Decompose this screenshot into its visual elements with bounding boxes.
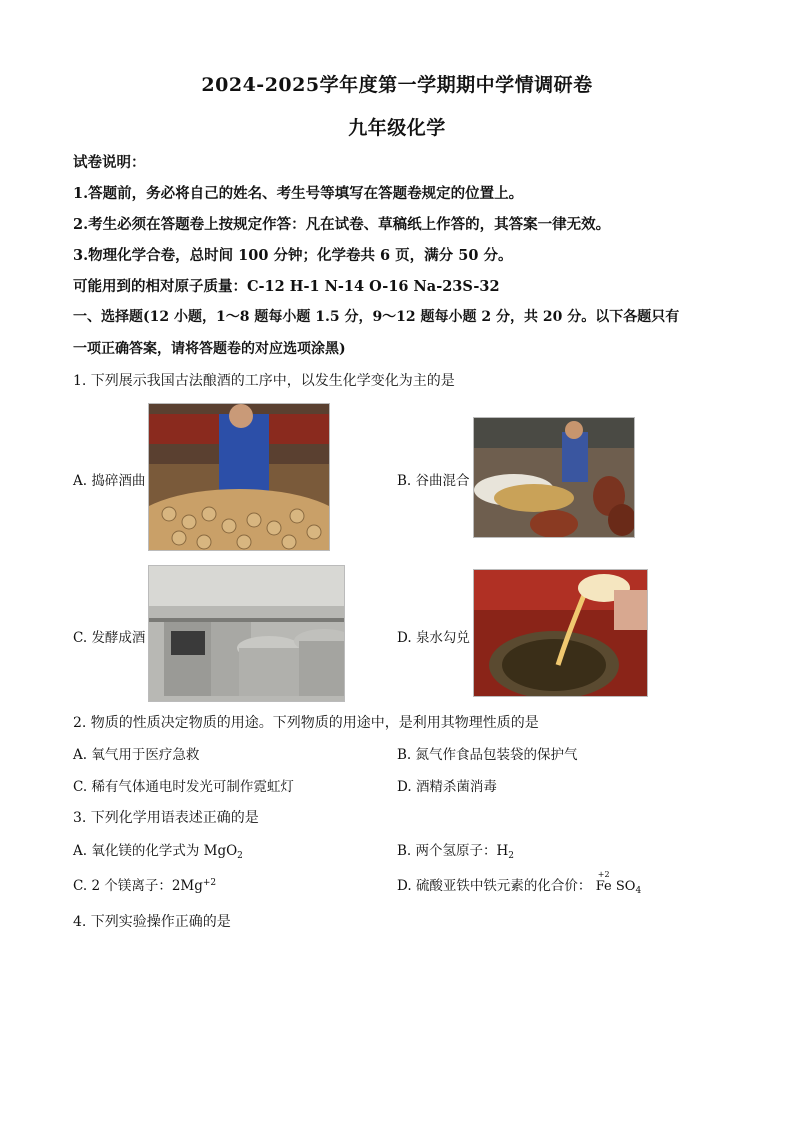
q1-option-b[interactable] bbox=[397, 469, 470, 489]
option-letter: C. bbox=[73, 779, 88, 795]
instruction-1: 1.答题前，务必将自己的姓名、考生号等填写在答题卷规定的位置上。 bbox=[73, 185, 524, 202]
photo-spring-water-blending bbox=[473, 569, 648, 697]
option-text: 2 个镁离子：2Mg bbox=[91, 878, 203, 894]
paper-subtitle: 九年级化学 bbox=[348, 117, 446, 139]
subscript: 4 bbox=[635, 886, 642, 896]
option-text: 氧气用于医疗急救 bbox=[91, 747, 200, 763]
valence-number: +2 bbox=[597, 870, 610, 879]
q3-option-a[interactable] bbox=[73, 839, 243, 861]
option-letter: C. bbox=[73, 878, 88, 894]
q2-stem: 2. 物质的性质决定物质的用途。下列物质的用途中，是利用其物理性质的是 bbox=[73, 715, 539, 731]
option-text: 两个氢原子：H bbox=[415, 843, 509, 859]
option-text: 硫酸亚铁中铁元素的化合价： bbox=[415, 878, 592, 894]
paper-title: 2024-2025学年度第一学期期中学情调研卷 bbox=[201, 74, 593, 96]
option-letter: A. bbox=[73, 843, 88, 859]
option-letter: A. bbox=[73, 473, 88, 489]
q2-option-a[interactable] bbox=[73, 743, 199, 763]
q2-option-c[interactable] bbox=[73, 775, 294, 795]
option-text: 发酵成酒 bbox=[91, 630, 146, 646]
option-letter: B. bbox=[397, 843, 412, 859]
q2-option-d[interactable] bbox=[397, 775, 497, 795]
q1-option-d[interactable] bbox=[397, 626, 470, 646]
q1-option-a[interactable] bbox=[73, 469, 145, 489]
instruction-3: 3.物理化学合卷，总时间 100 分钟；化学卷共 6 页，满分 50 分。 bbox=[73, 247, 513, 264]
q1-stem: 1. 下列展示我国古法酿酒的工序中，以发生化学变化为主的是 bbox=[73, 373, 455, 389]
superscript: +2 bbox=[202, 878, 217, 888]
group-so: SO bbox=[615, 879, 636, 894]
option-letter: A. bbox=[73, 747, 88, 763]
option-text: 氮气作食品包装袋的保护气 bbox=[415, 747, 578, 763]
photo-crushing-koji bbox=[148, 403, 330, 551]
option-text: 捣碎酒曲 bbox=[91, 473, 146, 489]
q4-stem: 4. 下列实验操作正确的是 bbox=[73, 914, 231, 930]
photo-fermentation bbox=[148, 565, 345, 702]
q3-option-c[interactable] bbox=[73, 874, 216, 894]
q2-option-b[interactable] bbox=[397, 743, 578, 763]
photo-mixing-grain bbox=[473, 417, 635, 538]
option-text: 谷曲混合 bbox=[415, 473, 470, 489]
subscript: 2 bbox=[508, 851, 515, 861]
q1-option-c[interactable] bbox=[73, 626, 145, 646]
option-text: 氧化镁的化学式为 MgO bbox=[91, 843, 238, 859]
q3-option-b[interactable] bbox=[397, 839, 514, 861]
q3-stem: 3. 下列化学用语表述正确的是 bbox=[73, 810, 259, 826]
section1-heading-2: 一项正确答案，请将答题卷的对应选项涂黑) bbox=[73, 341, 346, 357]
option-text: 稀有气体通电时发光可制作霓虹灯 bbox=[91, 779, 294, 795]
instruction-2: 2.考生必须在答题卷上按规定作答：凡在试卷、草稿纸上作答的，其答案一律无效。 bbox=[73, 216, 611, 233]
option-text: 酒精杀菌消毒 bbox=[415, 779, 497, 795]
valence-formula bbox=[595, 870, 642, 896]
atomic-masses: 可能用到的相对原子质量：C-12 H-1 N-14 O-16 Na-23S-32 bbox=[73, 278, 500, 295]
element-fe: Fe bbox=[595, 879, 612, 894]
subscript: 2 bbox=[237, 851, 243, 861]
option-letter: B. bbox=[397, 747, 412, 763]
option-text: 泉水勾兑 bbox=[415, 630, 470, 646]
instructions-heading: 试卷说明： bbox=[73, 154, 146, 171]
option-letter: B. bbox=[397, 473, 412, 489]
option-letter: D. bbox=[397, 630, 412, 646]
option-letter: D. bbox=[397, 779, 412, 795]
q3-option-d[interactable] bbox=[397, 870, 642, 896]
option-letter: C. bbox=[73, 630, 88, 646]
section1-heading-1: 一、选择题(12 小题，1～8 题每小题 1.5 分，9～12 题每小题 2 分，共 20 分。以下各题只有 bbox=[73, 309, 680, 325]
option-letter: D. bbox=[397, 878, 412, 894]
